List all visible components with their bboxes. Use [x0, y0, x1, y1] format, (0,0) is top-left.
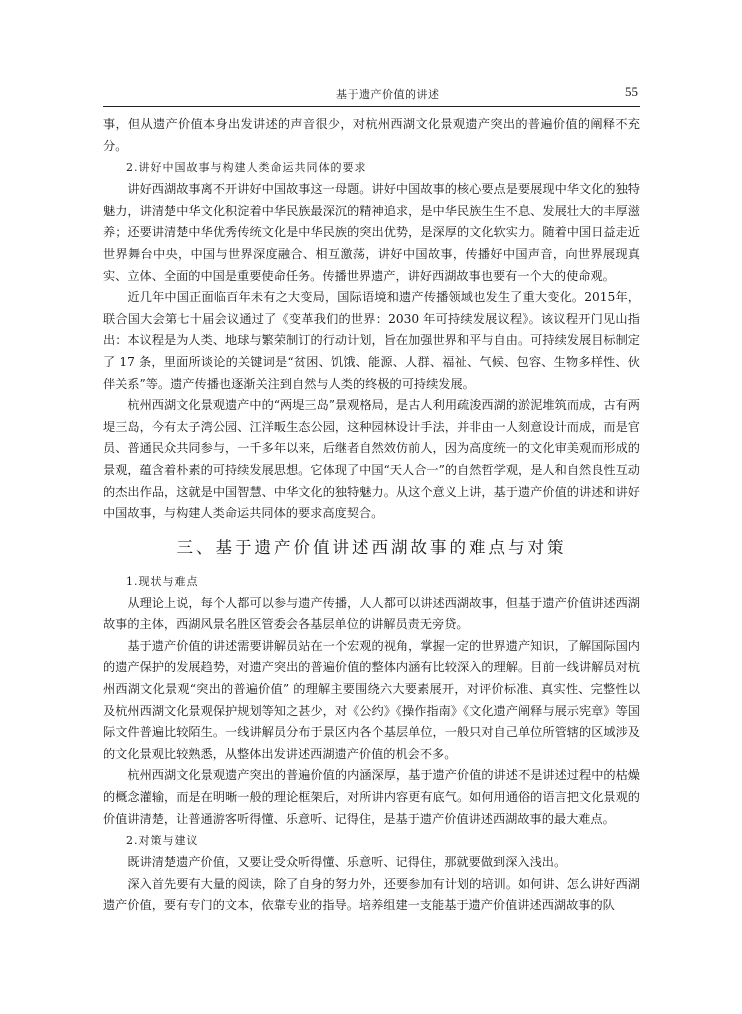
subheading-3-2: 2.对策与建议 — [126, 834, 199, 848]
page-number: 55 — [625, 84, 638, 99]
section-heading: 三、基于遗产价值讲述西湖故事的难点与对策 — [176, 537, 567, 557]
paragraph: 杭州西湖文化景观遗产中的“两堤三岛”景观格局，是古人利用疏浚西湖的淤泥堆筑而成，古有两堤三岛，今有太子湾公园、江洋畈生态公园，这种园林设计手法，并非由一人刻意设计而成，而是官员、普通民众共同参与，一千多年以来，后继者自然效仿前人，因为高度统一的文化审美观而形成的景观，蕴含着朴素的可持续发展思想。它体现了中国“天人合一”的自然哲学观，是人和自然良性互动的杰出作品，这就是中国智慧、中华文化的独特魅力。从这个意义上讲，基于遗产价值的讲述和讲好中国故事，与构建人类命运共同体的要求高度契合。 — [103, 398, 640, 521]
paragraph: 基于遗产价值的讲述需要讲解员站在一个宏观的视角，掌握一定的世界遗产知识，了解国际国内的遗产保护的发展趋势，对遗产突出的普遍价值的整体内涵有比较深入的理解。目前一线讲解员对杭州西湖文化景观“突出的普遍价值” 的理解主要围绕六大要素展开，对评价标准、真实性、完整性以及杭州西湖文化景观保护规划等知之甚少，对《公约》《操作指南》《文化遗产阐释与展示宪章》等国际文件普遍比较陌生。一线讲解员分布于景区内各个基层单位，一般只对自己单位所管辖的区域涉及的文化景观比较熟悉，从整体出发讲述西湖遗产价值的机会不多。 — [103, 638, 640, 761]
paragraph: 近几年中国正面临百年未有之大变局，国际语境和遗产传播领域也发生了重大变化。2015年，联合国大会第七十届会议通过了《变革我们的世界：2030 年可持续发展议程》。该议程开门见山指出：本议程是为人类、地球与繁荣制订的行动计划，旨在加强世界和平与自由。可持续发展目标制定了 17 条，里面所谈论的关键词是“贫困、饥饿、能源、人群、福祉、气候、包容、生物多样性、伙伴关系”等。遗产传播也逐渐关注到自然与人类的终极的可持续发展。 — [103, 290, 640, 391]
running-title: 基于遗产价值的讲述 — [336, 88, 440, 101]
body-text — [103, 114, 640, 917]
paragraph: 杭州西湖文化景观遗产突出的普遍价值的内涵深厚，基于遗产价值的讲述不是讲述过程中的枯燥的概念灌输，而是在明晰一般的理论框架后，对所讲内容更有底气。如何用通俗的语言把文化景观的价值讲清楚，让普通游客听得懂、乐意听、记得住，是基于遗产价值讲述西湖故事的最大难点。 — [103, 768, 640, 826]
paragraph: 从理论上说，每个人都可以参与遗产传播，人人都可以讲述西湖故事，但基于遗产价值讲述西湖故事的主体，西湖风景名胜区管委会各基层单位的讲解员责无旁贷。 — [103, 595, 640, 632]
subheading-3-1: 1.现状与难点 — [126, 574, 199, 588]
paragraph: 讲好西湖故事离不开讲好中国故事这一母题。讲好中国故事的核心要点是要展现中华文化的独特魅力，讲清楚中华文化积淀着中华民族最深沉的精神追求，是中华民族生生不息、发展壮大的丰厚滋养；还要讲清楚中华优秀传统文化是中华民族的突出优势，是深厚的文化软实力。随着中国日益走近世界舞台中央，中国与世界深度融合、相互激荡，讲好中国故事，传播好中国声音，向世界展现真实、立体、全面的中国是重要使命任务。传播世界遗产，讲好西湖故事也要有一个大的使命观。 — [103, 182, 640, 283]
paragraph-continuation: 事，但从遗产价值本身出发讲述的声音很少，对杭州西湖文化景观遗产突出的普遍价值的阐释不充分。 — [103, 117, 640, 153]
subheading-2: 2.讲好中国故事与构建人类命运共同体的要求 — [126, 161, 367, 175]
header-rule — [103, 106, 640, 107]
running-header — [103, 84, 640, 106]
paragraph: 既讲清楚遗产价值，又要让受众听得懂、乐意听、记得住，那就要做到深入浅出。 — [127, 855, 567, 870]
paragraph: 深入首先要有大量的阅读，除了自身的努力外，还要参加有计划的培训。如何讲、怎么讲好西湖遗产价值，要有专门的文本，依靠专业的指导。培养组建一支能基于遗产价值讲述西湖故事的队 — [103, 876, 640, 913]
